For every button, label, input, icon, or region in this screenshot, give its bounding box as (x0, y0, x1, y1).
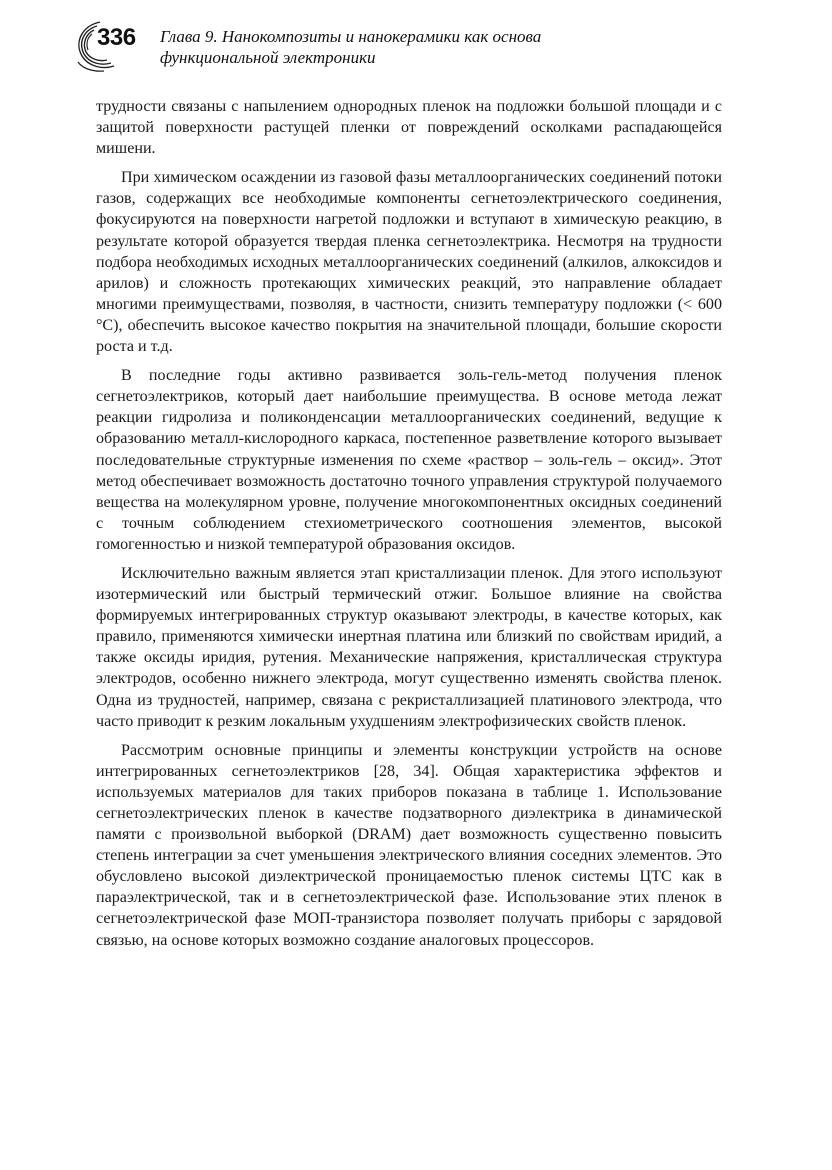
paragraph-sol-gel: В последние годы активно развивается золь-гель-метод получения пленок сегнетоэлектриков, который дает наибольшие преимущества. В основе метода лежат реакции гидролиза и поликонденсации металлоорганических соединений, ведущие к образованию металл-кислородного каркаса, постепенное разветвление которого вызывает последовательные структурные изменения по схеме «раствор – золь-гель – оксид». Этот метод обеспечивает возможность достаточно точного управления структурой получаемого вещества на молекулярном уровне, получение многокомпонентных оксидных соединений с точным соблюдением стехиометрического соотношения элементов, высокой гомогенностью и низкой температурой образования оксидов. (96, 367, 722, 553)
paragraph-continuation: трудности связаны с напылением однородных пленок на подложки большой площади и с защитой поверхности растущей пленки от повреждений осколками распадающейся мишени. (96, 98, 722, 158)
running-title-line-2: функциональной электроники (160, 48, 376, 67)
paragraph-crystallization: Исключительно важным является этап кристаллизации пленок. Для этого используют изотермический или быстрый термический отжиг. Большое влияние на свойства формируемых интегрированных структур оказывают электроды, в качестве которых, как правило, применяются химически инертная платина или близкий по свойствам иридий, а также оксиды иридия, рутения. Механические напряжения, кристаллическая структура электродов, особенно нижнего электрода, могут существенно изменять свойства пленок. Одна из трудностей, например, связана с рекристаллизацией платинового электрода, что часто приводит к резким локальным ухудшениям электрофизических свойств пленок. (96, 564, 722, 730)
page-number: 336 (97, 24, 136, 51)
paragraph-cvd: При химическом осаждении из газовой фазы металлоорганических соединений потоки газов, содержащих все необходимые компоненты сегнетоэлектрического соединения, фокусируются на поверхности нагретой подложки и вступают в химическую реакцию, в результате которой образуется твердая пленка сегнетоэлектрика. Несмотря на трудности подбора необходимых исходных металлоорганических соединений (алкилов, алкоксидов и арилов) и сложность протекающих химических реакций, это направление обладает многими преимуществами, позволяя, в частности, снизить температуру подложки (< 600 °C), обеспечить высокое качество покрытия на значительной площади, большие скорости роста и т.д. (96, 169, 722, 356)
paragraph-devices: Рассмотрим основные принципы и элементы конструкции устройств на основе интегрированных сегнетоэлектриков [28, 34]. Общая характеристика эффектов и используемых материалов для таких приборов показана в таблице 1. Использование сегнетоэлектрических пленок в качестве подзатворного диэлектрика в динамической памяти с произвольной выборкой (DRAM) дает возможность существенно повысить степень интеграции за счет уменьшения электрического влияния соседних элементов. Это обусловлено высокой диэлектрической проницаемостью пленок системы ЦТС как в параэлектрической, так и в сегнетоэлектрической фазе. Использование этих пленок в сегнетоэлектрической фазе МОП-транзистора позволяет получать приборы с зарядовой связью, на основе которых возможно создание аналоговых процессоров. (96, 741, 722, 949)
body-text (96, 96, 722, 959)
running-title-line-1: Глава 9. Нанокомпозиты и нанокерамики как основа (160, 27, 542, 46)
running-title (160, 26, 720, 68)
page-header (70, 14, 770, 74)
